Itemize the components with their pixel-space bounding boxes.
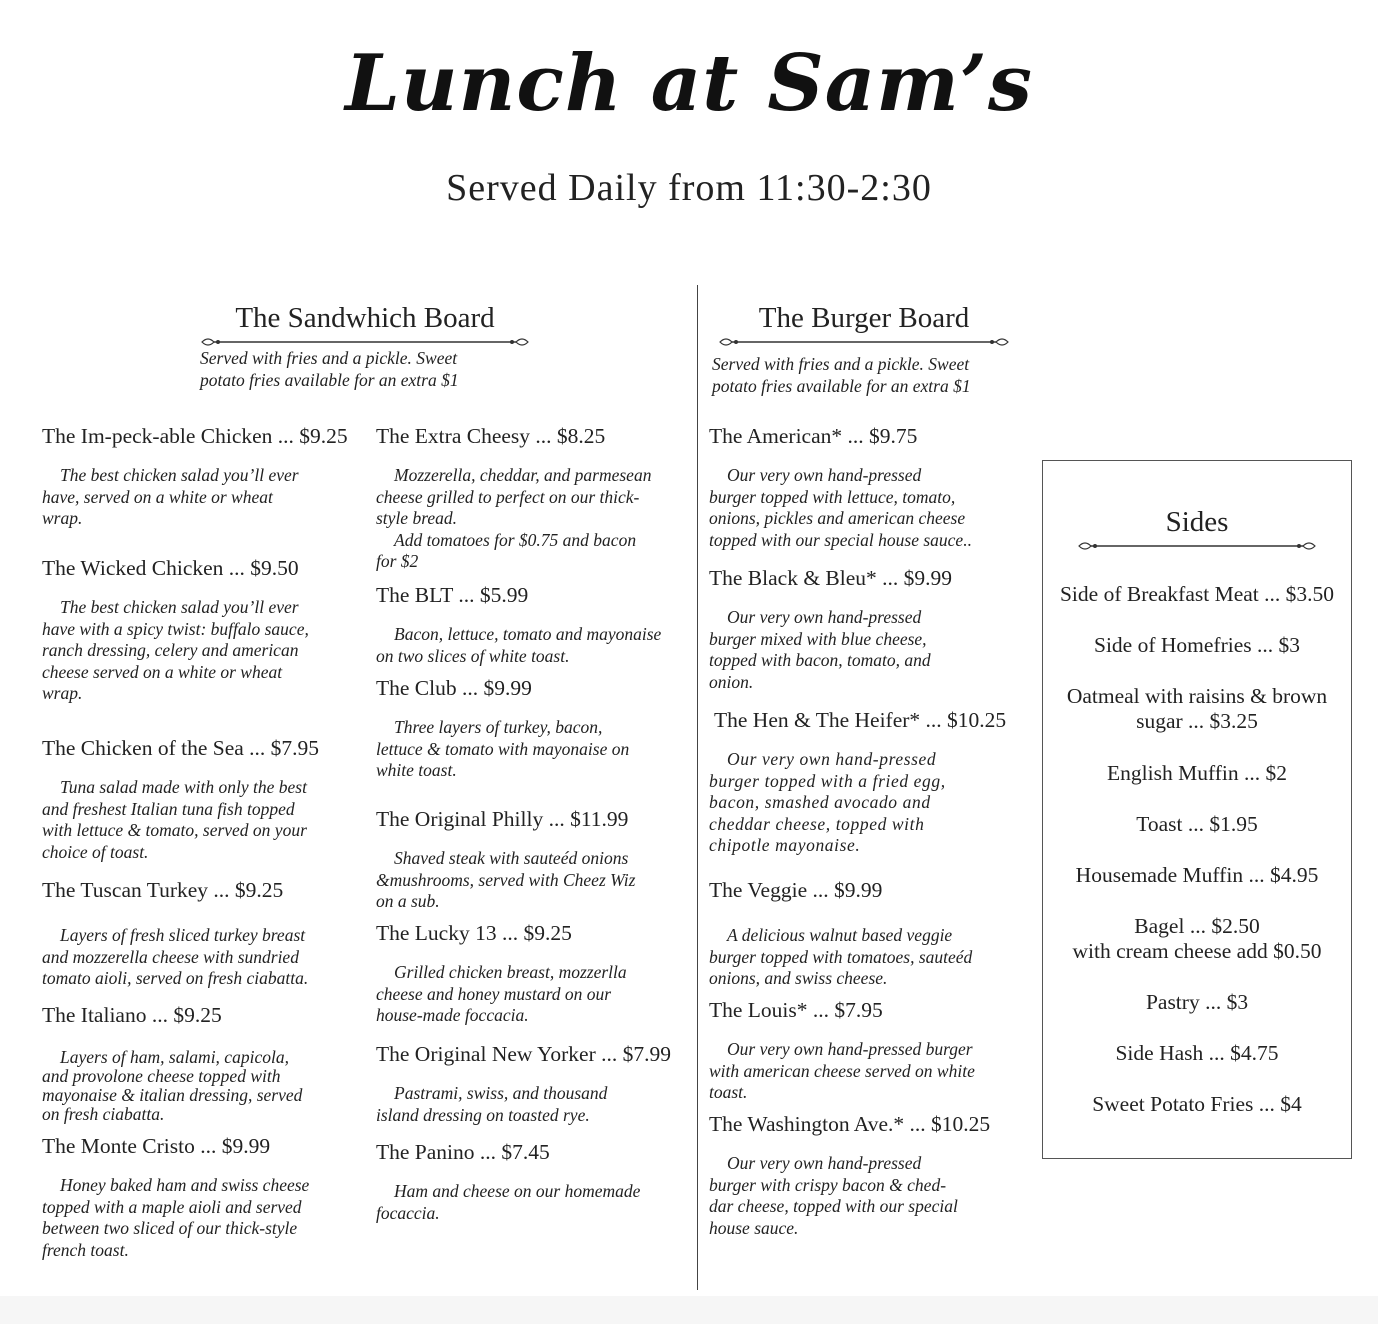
desc-line: bacon, smashed avocado and xyxy=(709,792,931,813)
sandwich-board-title: The Sandwhich Board xyxy=(235,302,495,334)
item-description xyxy=(376,717,691,782)
menu-item xyxy=(709,566,1029,693)
note-line: Served with fries and a pickle. Sweet xyxy=(712,354,970,374)
desc-line: island dressing on toasted rye. xyxy=(376,1104,590,1125)
desc-text: Shaved steak with sauteéd onions xyxy=(394,848,629,868)
burger-board-header xyxy=(718,302,1010,349)
item-description xyxy=(376,1083,691,1126)
desc-line: on a sub. xyxy=(376,891,440,912)
desc-text: Layers of ham, salami, capicola, xyxy=(60,1047,289,1067)
desc-text: Pastrami, swiss, and thousand xyxy=(394,1083,608,1103)
desc-line: focaccia. xyxy=(376,1202,440,1223)
desc-line: wrap. xyxy=(42,508,83,529)
desc-line xyxy=(709,465,1029,487)
menu-item xyxy=(376,807,691,913)
desc-line xyxy=(42,777,357,799)
note-line: potato fries available for an extra $1 xyxy=(712,376,971,396)
side-item-line: Side of Breakfast Meat ... $3.50 xyxy=(1059,582,1335,606)
desc-line: french toast. xyxy=(42,1239,129,1260)
side-item-line: Housemade Muffin ... $4.95 xyxy=(1075,863,1319,887)
side-item-line: Oatmeal with raisins & brown xyxy=(1066,684,1328,708)
item-name: The Veggie ... $9.99 xyxy=(709,878,883,902)
item-name: The Original New Yorker ... $7.99 xyxy=(376,1042,671,1066)
desc-line: dar cheese, topped with our special xyxy=(709,1196,958,1217)
side-item-line: with cream cheese add $0.50 xyxy=(1072,939,1322,963)
desc-line xyxy=(42,597,357,619)
side-item-line: sugar ... $3.25 xyxy=(1136,709,1258,733)
desc-line xyxy=(376,848,691,870)
desc-line: burger topped with lettuce, tomato, xyxy=(709,486,956,507)
desc-line: between two sliced of our thick-style xyxy=(42,1218,298,1239)
desc-text: Layers of fresh sliced turkey breast xyxy=(60,925,306,945)
item-name: The Italiano ... $9.25 xyxy=(42,1003,222,1027)
desc-text: Ham and cheese on our homemade xyxy=(394,1181,641,1201)
side-item xyxy=(1043,582,1351,607)
item-description xyxy=(376,1181,691,1224)
side-item-line: Pastry ... $3 xyxy=(1145,990,1249,1014)
desc-line: for $2 xyxy=(376,551,419,572)
menu-item xyxy=(709,878,1029,990)
item-description xyxy=(42,597,357,705)
menu-item xyxy=(376,1140,691,1224)
item-description xyxy=(709,749,1029,857)
desc-line xyxy=(709,1039,1029,1061)
page-bottom-band xyxy=(0,1296,1378,1324)
desc-line: with lettuce & tomato, served on your xyxy=(42,820,307,841)
desc-line: toast. xyxy=(709,1082,748,1103)
menu-item xyxy=(376,676,691,782)
desc-text: The best chicken salad you’ll ever xyxy=(60,465,299,485)
side-item-line: Sweet Potato Fries ... $4 xyxy=(1092,1092,1302,1116)
item-description xyxy=(376,962,691,1027)
item-name: The Extra Cheesy ... $8.25 xyxy=(376,424,606,448)
item-name: The Tuscan Turkey ... $9.25 xyxy=(42,878,284,902)
desc-line xyxy=(376,1181,691,1203)
menu-item xyxy=(709,1112,1029,1239)
desc-line xyxy=(709,1153,1029,1175)
desc-line: on fresh ciabatta. xyxy=(42,1104,165,1124)
desc-text: Our very own hand-pressed xyxy=(727,607,922,627)
desc-line: and freshest Italian tuna fish topped xyxy=(42,798,295,819)
desc-line xyxy=(709,749,1029,771)
sides-title: Sides xyxy=(1165,506,1229,538)
sandwich-board-note xyxy=(200,347,459,391)
desc-line: lettuce & tomato with mayonaise on xyxy=(376,738,630,759)
side-item xyxy=(1043,684,1351,734)
desc-line xyxy=(42,1175,362,1197)
menu-item xyxy=(42,556,357,705)
desc-text: Our very own hand-pressed burger xyxy=(727,1039,973,1059)
desc-line: and mozzerella cheese with sundried xyxy=(42,946,299,967)
desc-text: The best chicken salad you’ll ever xyxy=(60,597,299,617)
desc-text: Tuna salad made with only the best xyxy=(60,777,307,797)
item-name: The Hen & The Heifer* ... $10.25 xyxy=(714,708,1007,732)
desc-line: onions, pickles and american cheese xyxy=(709,508,966,529)
item-description xyxy=(709,925,1029,990)
item-description xyxy=(709,1039,1029,1104)
item-name: The Black & Bleu* ... $9.99 xyxy=(709,566,953,590)
side-item-line: Side of Homefries ... $3 xyxy=(1093,633,1300,657)
side-item xyxy=(1043,1092,1351,1117)
side-item xyxy=(1043,812,1351,837)
desc-line xyxy=(42,925,357,947)
desc-line xyxy=(709,607,1029,629)
sides-box xyxy=(1042,460,1352,1159)
desc-line: cheddar cheese, topped with xyxy=(709,813,925,834)
desc-line xyxy=(376,1083,691,1105)
desc-line: burger mixed with blue cheese, xyxy=(709,628,927,649)
desc-text: Bacon, lettuce, tomato and mayonaise xyxy=(394,624,662,644)
menu-item xyxy=(42,736,357,863)
desc-line: topped with a maple aioli and served xyxy=(42,1196,302,1217)
item-description xyxy=(709,1153,1029,1239)
menu-item xyxy=(709,708,1029,857)
item-name: The Lucky 13 ... $9.25 xyxy=(376,921,572,945)
desc-line: have, served on a white or wheat xyxy=(42,486,273,507)
item-description xyxy=(376,848,691,913)
item-description xyxy=(42,1048,357,1124)
desc-line: burger topped with tomatoes, sauteéd xyxy=(709,946,973,967)
item-name: The Panino ... $7.45 xyxy=(376,1140,550,1164)
desc-line: choice of toast. xyxy=(42,841,149,862)
desc-line: onion. xyxy=(709,671,754,692)
item-name: The Washington Ave.* ... $10.25 xyxy=(709,1112,991,1136)
desc-line: burger with crispy bacon & ched- xyxy=(709,1174,947,1195)
side-item-line: Side Hash ... $4.75 xyxy=(1115,1041,1279,1065)
menu-item xyxy=(42,1134,362,1261)
item-name: The Club ... $9.99 xyxy=(376,676,532,700)
item-name: The Chicken of the Sea ... $7.95 xyxy=(42,736,320,760)
desc-line xyxy=(376,624,691,646)
desc-line: cheese grilled to perfect on our thick- xyxy=(376,486,640,507)
menu-title: Lunch at Sam’s xyxy=(345,38,1033,129)
item-name: The Louis* ... $7.95 xyxy=(709,998,883,1022)
desc-line: on two slices of white toast. xyxy=(376,645,570,666)
desc-line: burger topped with a fried egg, xyxy=(709,770,946,791)
desc-line xyxy=(376,717,691,739)
ornament-divider-icon xyxy=(1077,539,1317,553)
item-name: The BLT ... $5.99 xyxy=(376,583,529,607)
desc-line: house-made foccacia. xyxy=(376,1005,529,1026)
desc-line xyxy=(42,1048,357,1067)
note-line: potato fries available for an extra $1 xyxy=(200,370,459,390)
desc-line: and provolone cheese topped with xyxy=(42,1066,281,1086)
ornament-divider-icon xyxy=(718,335,1010,349)
side-item-line: English Muffin ... $2 xyxy=(1107,761,1287,785)
desc-line: house sauce. xyxy=(709,1217,799,1238)
side-item-line: Toast ... $1.95 xyxy=(1136,812,1258,836)
desc-line: onions, and swiss cheese. xyxy=(709,968,888,989)
desc-line: mayonaise & italian dressing, served xyxy=(42,1085,303,1105)
desc-line xyxy=(42,465,357,487)
desc-line xyxy=(376,962,691,984)
menu-item xyxy=(376,424,691,573)
side-item xyxy=(1043,633,1351,658)
desc-text: Our very own hand-pressed xyxy=(727,465,922,485)
sandwich-board-header xyxy=(200,302,530,349)
menu-item xyxy=(42,424,357,530)
item-name: The Im-peck-able Chicken ... $9.25 xyxy=(42,424,348,448)
desc-line: chipotle mayonaise. xyxy=(709,835,861,856)
desc-line: with american cheese served on white xyxy=(709,1060,975,1081)
desc-line xyxy=(376,530,691,552)
desc-text: Honey baked ham and swiss cheese xyxy=(60,1175,310,1195)
desc-text: Three layers of turkey, bacon, xyxy=(394,717,603,737)
item-description xyxy=(42,465,357,530)
item-description xyxy=(42,1175,362,1261)
desc-text: Our very own hand-pressed xyxy=(727,1153,922,1173)
column-divider xyxy=(697,285,698,1290)
desc-line: have with a spicy twist: buffalo sauce, xyxy=(42,618,309,639)
side-item xyxy=(1043,914,1351,964)
side-item-line: Bagel ... $2.50 xyxy=(1134,914,1260,938)
desc-line: ranch dressing, celery and american xyxy=(42,640,299,661)
desc-line: style bread. xyxy=(376,508,457,529)
desc-line: &mushrooms, served with Cheez Wiz xyxy=(376,869,636,890)
menu-item xyxy=(376,1042,691,1126)
menu-item xyxy=(376,583,691,667)
desc-line xyxy=(376,465,691,487)
menu-subtitle: Served Daily from 11:30-2:30 xyxy=(446,167,932,209)
desc-line: cheese served on a white or wheat xyxy=(42,661,283,682)
item-description xyxy=(709,465,1029,551)
menu-item xyxy=(42,1003,357,1124)
item-name: The American* ... $9.75 xyxy=(709,424,918,448)
side-item xyxy=(1043,1041,1351,1066)
item-description xyxy=(42,925,357,990)
item-description xyxy=(709,607,1029,693)
menu-item xyxy=(376,921,691,1027)
item-name: The Monte Cristo ... $9.99 xyxy=(42,1134,271,1158)
desc-line: wrap. xyxy=(42,683,83,704)
desc-text: Grilled chicken breast, mozzerlla xyxy=(394,962,627,982)
menu-item xyxy=(42,878,357,990)
desc-line xyxy=(709,925,1029,947)
desc-line: cheese and honey mustard on our xyxy=(376,983,612,1004)
desc-text: Add tomatoes for $0.75 and bacon xyxy=(394,529,637,550)
burger-board-note xyxy=(712,353,971,397)
desc-text: A delicious walnut based veggie xyxy=(727,925,953,945)
desc-line: tomato aioli, served on fresh ciabatta. xyxy=(42,968,309,989)
side-item xyxy=(1043,863,1351,888)
desc-line: white toast. xyxy=(376,760,457,781)
note-line: Served with fries and a pickle. Sweet xyxy=(200,348,458,368)
desc-text: Our very own hand-pressed xyxy=(727,749,937,769)
item-description xyxy=(42,777,357,863)
side-item xyxy=(1043,761,1351,786)
burger-board-title: The Burger Board xyxy=(758,302,970,334)
menu-item xyxy=(709,424,1029,551)
side-item xyxy=(1043,990,1351,1015)
item-description xyxy=(376,624,691,667)
desc-text: Mozzerella, cheddar, and parmesean xyxy=(394,465,652,485)
item-name: The Wicked Chicken ... $9.50 xyxy=(42,556,299,580)
item-name: The Original Philly ... $11.99 xyxy=(376,807,629,831)
item-description xyxy=(376,465,691,573)
menu-item xyxy=(709,998,1029,1104)
desc-line: topped with bacon, tomato, and xyxy=(709,650,931,671)
desc-line: topped with our special house sauce.. xyxy=(709,529,972,550)
